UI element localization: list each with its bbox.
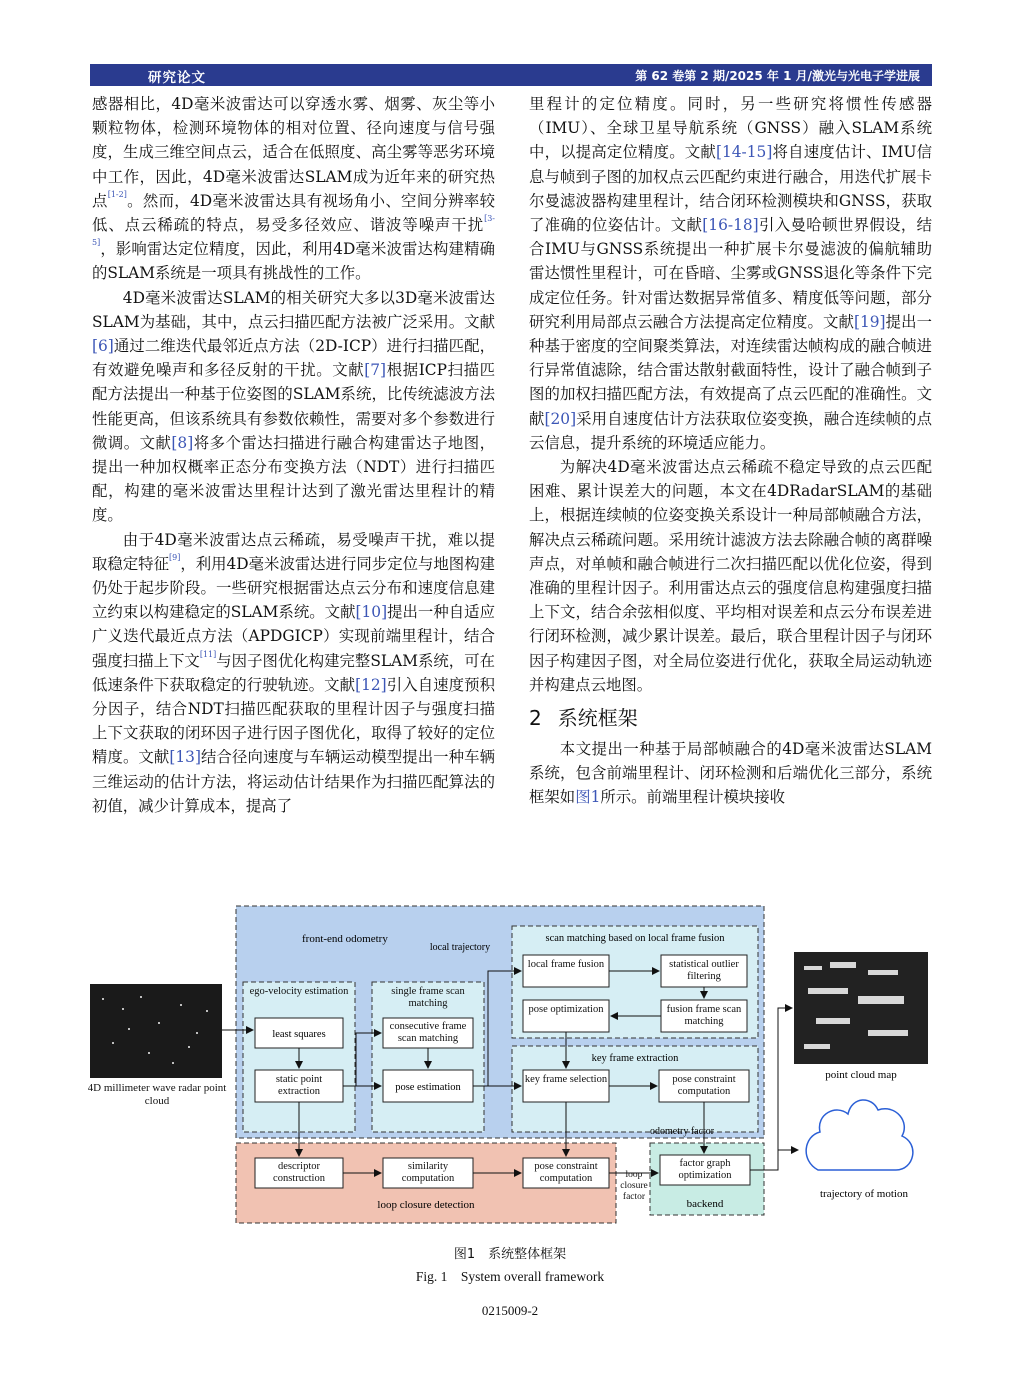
- citation-ref[interactable]: [20]: [544, 409, 577, 428]
- radar-label: 4D millimeter wave radar point cloud: [88, 1082, 227, 1107]
- backend-label: backend: [686, 1198, 724, 1210]
- section-number: 2: [529, 706, 542, 731]
- key-frame-selection-text: key frame selection: [524, 1074, 608, 1085]
- citation-ref[interactable]: [19]: [853, 312, 886, 331]
- section-title: 系统框架: [557, 706, 638, 731]
- consecutive-frame-text: consecutive frame scan matching: [389, 1021, 467, 1044]
- section-label: 研究论文: [148, 70, 206, 86]
- journal-header: [90, 64, 932, 86]
- outlier-filtering-text: statistical outlier filtering: [669, 959, 739, 982]
- citation-ref[interactable]: [14-15]: [715, 143, 773, 162]
- figure-caption-cn: 图1 系统整体框架: [453, 1247, 567, 1262]
- citation-ref[interactable]: [3-5]: [92, 214, 495, 248]
- ego-velocity-text: ego-velocity estimation: [249, 986, 349, 997]
- section-heading: [529, 703, 932, 733]
- citation-ref[interactable]: [7]: [364, 361, 387, 380]
- citation-ref[interactable]: 图1: [575, 788, 601, 807]
- citation-ref[interactable]: [16-18]: [702, 216, 759, 235]
- map-label: point cloud map: [825, 1069, 897, 1081]
- least-squares-text: least squares: [272, 1029, 326, 1040]
- odometry-factor-label: odometry factor: [650, 1126, 715, 1137]
- fusion-group-label: scan matching based on local frame fusion: [545, 933, 725, 944]
- left-column: [92, 92, 495, 818]
- trajectory-curve: [806, 1100, 913, 1170]
- citation-ref[interactable]: [12]: [355, 675, 387, 694]
- citation-ref[interactable]: [1-2]: [107, 189, 127, 199]
- loop-closure-label: loop closure detection: [377, 1199, 475, 1211]
- static-point-text: static point extraction: [275, 1074, 323, 1097]
- paragraph: 4D毫米波雷达SLAM的相关研究大多以3D毫米波雷达SLAM为基础，其中，点云扫描匹配方法被广泛采用。文献[6]通过二维迭代最邻近点方法（2D-ICP）进行扫描匹配，有效避免噪声和多径反射的干扰。文献[7]根据ICP扫描匹配方法提出一种基于位姿图的SLAM系统，比传统滤波方法性能更高，但该系统具有参数依赖性，需要对多个参数进行微调。文献[8]将多个雷达扫描进行融合构建雷达子地图，提出一种加权概率正态分布变换方法（NDT）进行扫描匹配，构建的毫米波雷达里程计达到了激光雷达里程计的精度。: [92, 288, 495, 525]
- citation-ref[interactable]: [11]: [199, 649, 217, 659]
- pose-constraint-text-1: pose constraint computation: [672, 1074, 736, 1097]
- paragraph: 里程计的定位精度。同时，另一些研究将惯性传感器（IMU）、全球卫星导航系统（GNSS）融入SLAM系统中，以提高定位精度。文献[14-15]将自速度估计、IMU信息与帧到子图的加权点云匹配约束进行融合，用迭代扩展卡尔曼滤波器构建里程计，结合闭环检测模块和GNSS，获取了准确的位姿估计。文献[16-18]引入曼哈顿世界假设，结合IMU与GNSS系统提出一种扩展卡尔曼滤波的偏航辅助雷达惯性里程计，可在昏暗、尘雾或GNSS退化等条件下完成定位任务。针对雷达数据异常值多、精度低等问题，部分研究利用局部点云融合方法提高定位精度。文献[19]提出一种基于密度的空间聚类算法，对连续雷达帧构成的融合帧进行异常值滤除，结合雷达散射截面特性，设计了融合帧到子图的加权扫描匹配方法，有效提高了点云匹配的准确性。文献[20]采用自速度估计方法获取位姿变换，融合连续帧的点云信息，提升系统的环境适应能力。: [529, 95, 932, 452]
- pose-optimization-text: pose optimization: [528, 1004, 604, 1015]
- paragraph: 为解决4D毫米波雷达点云稀疏不稳定导致的点云匹配困难、累计误差大的问题，本文在4DRadarSLAM的基础上，根据连续帧的位姿变换关系设计一种局部帧融合方法，解决点云稀疏问题。采用统计滤波方法去除融合帧的离群噪声点，对单帧和融合帧进行二次扫描匹配以优化位姿，得到准确的里程计因子。利用雷达点云的强度信息构建强度扫描上下文，结合余弦相似度、平均相对误差和点云分布误差进行闭环检测，减少累计误差。最后，联合里程计因子与闭环因子构建因子图，对全局位姿进行优化，获取全局运动轨迹并构建点云地图。: [529, 458, 932, 694]
- front-end-label: front-end odometry: [302, 933, 388, 945]
- citation-ref[interactable]: [8]: [171, 433, 194, 452]
- citation-ref[interactable]: [13]: [169, 748, 201, 767]
- right-column: [529, 92, 932, 810]
- descriptor-text: descriptor construction: [273, 1161, 325, 1184]
- similarity-text: similarity computation: [401, 1161, 455, 1184]
- single-frame-text: single frame scan matching: [391, 986, 465, 1009]
- pose-constraint-text-2: pose constraint computation: [534, 1161, 598, 1184]
- paragraph: 本文提出一种基于局部帧融合的4D毫米波雷达SLAM系统，包含前端里程计、闭环检测和后端优化三部分，系统框架如图1所示。前端里程计模块接收: [529, 740, 932, 807]
- fusion-scan-matching-text: fusion frame scan matching: [666, 1004, 742, 1027]
- paragraph: 感器相比，4D毫米波雷达可以穿透水雾、烟雾、灰尘等小颗粒物体，检测环境物体的相对位置、径向速度与信号强度，生成三维空间点云，适合在低照度、高尘雾等恶劣环境中工作，因此，4D毫米波雷达SLAM成为近年来的研究热点[1-2]。然而，4D毫米波雷达具有视场角小、空间分辨率较低、点云稀疏的特点，易受多径效应、谐波等噪声干扰[3-5]，影响雷达定位精度，因此，利用4D毫米波雷达构建精确的SLAM系统是一项具有挑战性的工作。: [92, 95, 495, 283]
- pose-estimation-text: pose estimation: [395, 1082, 461, 1093]
- key-frame-group-label: key frame extraction: [591, 1053, 679, 1064]
- citation-ref[interactable]: [10]: [355, 603, 388, 622]
- loop-closure-factor-label: loop closure factor: [620, 1170, 648, 1202]
- citation-ref[interactable]: [6]: [92, 337, 114, 356]
- page-number: 0215009-2: [481, 1303, 539, 1318]
- paragraph: 由于4D毫米波雷达点云稀疏，易受噪声干扰，难以提取稳定特征[9]，利用4D毫米波雷达进行同步定位与地图构建仍处于起步阶段。一些研究根据雷达点云分布和速度信息建立约束以构建稳定的SLAM系统。文献[10]提出一种自适应广义迭代最近点方法（APDGICP）实现前端里程计，结合强度扫描上下文[11]与因子图优化构建完整SLAM系统，可在低速条件下获取稳定的行驶轨迹。文献[12]引入自速度预积分因子，结合NDT扫描匹配获取的里程计因子与强度扫描上下文获取的闭环因子进行因子图优化，取得了较好的定位精度。文献[13]结合径向速度与车辆运动模型提出一种车辆三维运动的估计方法，将运动估计结果作为扫描匹配算法的初值，减少计算成本，提高了: [92, 530, 495, 815]
- citation-ref[interactable]: [9]: [168, 552, 181, 562]
- local-trajectory-text: local trajectory: [429, 942, 491, 953]
- traj-label: trajectory of motion: [820, 1188, 908, 1200]
- local-frame-fusion-text: local frame fusion: [527, 959, 605, 970]
- factor-graph-text: factor graph optimization: [678, 1158, 732, 1181]
- local-trajectory-label: [430, 942, 490, 953]
- system-framework-figure: [88, 900, 932, 1230]
- journal-info: 第 62 卷第 2 期/2025 年 1 月/激光与光电子学进展: [635, 69, 920, 83]
- radar-point-cloud-image: [90, 984, 222, 1078]
- figure-caption-en: Fig. 1 System overall framework: [415, 1269, 605, 1284]
